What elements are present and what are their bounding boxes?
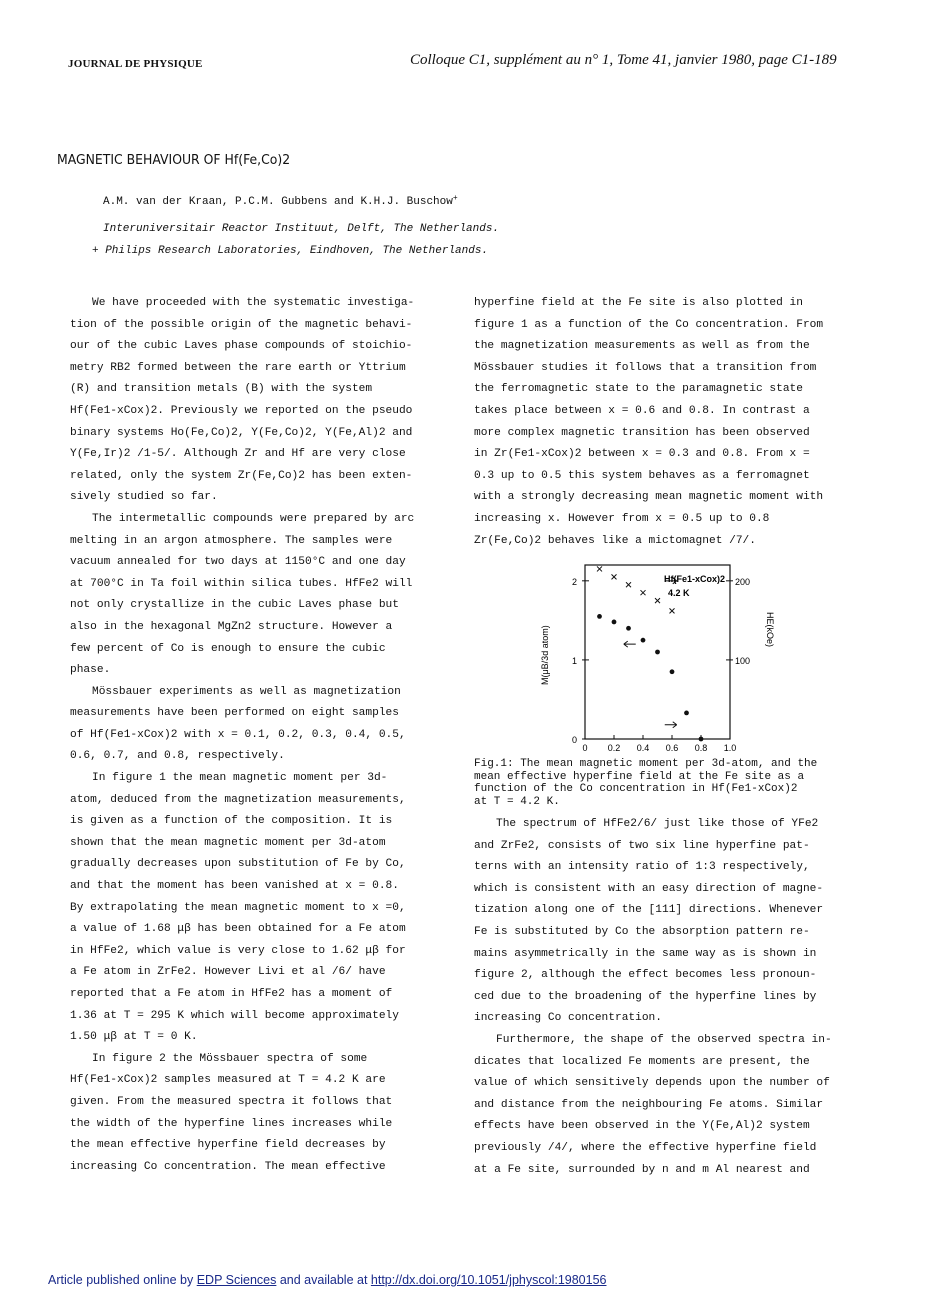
- text-line: figure 1 as a function of the Co concentration. From: [474, 318, 824, 331]
- text-line: Furthermore, the shape of the observed spectra in-: [496, 1033, 832, 1046]
- text-line: increasing x. However from x = 0.5 up to 0.8: [474, 512, 770, 525]
- text-line: By extrapolating the mean magnetic moment to x =0,: [70, 901, 406, 914]
- colloque-reference: Colloque C1, supplément au n° 1, Tome 41, janvier 1980, page C1-189: [410, 52, 837, 68]
- author-mark: +: [452, 194, 458, 203]
- legend-formula: Hf(Fe1-xCox)2: [664, 574, 726, 584]
- text-line: gradually decreases upon substitution of Fe by Co,: [70, 858, 406, 871]
- text-line: 0.3 up to 0.5 this system behaves as a ferromagnet: [474, 469, 810, 482]
- y-tick-label-left: 1: [571, 655, 577, 666]
- text-line: a Fe atom in ZrFe2. However Livi et al /6/ have: [70, 966, 386, 979]
- text-line: mains asymmetrically in the same way as is shown in: [474, 947, 817, 960]
- legend-temperature: 4.2 K: [668, 588, 690, 598]
- left-column: [70, 293, 450, 1178]
- text-line: more complex magnetic transition has been observed: [474, 426, 810, 439]
- x-tick-label: 1.0: [723, 743, 737, 753]
- x-tick-label: 0: [582, 743, 588, 753]
- text-line: (R) and transition metals (B) with the system: [70, 383, 373, 396]
- text-line: a value of 1.68 μβ has been obtained for a Fe atom: [70, 923, 406, 936]
- text-line: Y(Fe,Ir)2 /1-5/. Although Zr and Hf are very close: [70, 448, 406, 461]
- paper-title: MAGNETIC BEHAVIOUR OF Hf(Fe,Co)2: [57, 152, 291, 168]
- text-line: In figure 2 the Mössbauer spectra of some: [92, 1052, 368, 1065]
- text-line: We have proceeded with the systematic investiga-: [92, 297, 415, 309]
- text-line: hyperfine field at the Fe site is also plotted in: [474, 297, 803, 309]
- hyperfine-field-point: [655, 598, 660, 603]
- text-line: tion of the possible origin of the magnetic behavi-: [70, 318, 413, 331]
- text-line: metry RB2 formed between the rare earth or Yttrium: [70, 361, 406, 374]
- footer-middle: and available at: [276, 1273, 371, 1287]
- text-line: The spectrum of HfFe2/6/ just like those of YFe2: [496, 818, 819, 830]
- text-line: not only crystallize in the cubic Laves phase but: [70, 599, 399, 612]
- footer-prefix: Article published online by: [48, 1273, 197, 1287]
- caption-line: mean effective hyperfine field at the Fe site as a: [474, 770, 805, 783]
- text-line: Fe is substituted by Co the absorption pattern re-: [474, 925, 810, 938]
- text-line: effects have been observed in the Y(Fe,Al)2 system: [474, 1120, 810, 1133]
- text-line: atom, deduced from the magnetization measurements,: [70, 793, 406, 806]
- text-line: vacuum annealed for two days at 1150°C and one day: [70, 556, 406, 569]
- hyperfine-field-point: [626, 582, 631, 587]
- text-line: and distance from the neighbouring Fe atoms. Similar: [474, 1098, 824, 1111]
- text-line: figure 2, although the effect becomes less pronoun-: [474, 969, 817, 982]
- y-tick-label-left: 2: [571, 576, 577, 587]
- text-line: Hf(Fe1-xCox)2 samples measured at T = 4.2 K are: [70, 1074, 386, 1087]
- hyperfine-field-point: [641, 590, 646, 595]
- text-line: increasing Co concentration. The mean effective: [70, 1160, 386, 1173]
- moment-point: [597, 614, 602, 619]
- y-axis-label-right: HE(kOe): [765, 612, 775, 648]
- text-line: Zr(Fe,Co)2 behaves like a mictomagnet /7/.: [474, 534, 756, 547]
- figure-caption: [474, 758, 854, 808]
- arrow-marker: [624, 641, 636, 647]
- authors: [103, 196, 458, 208]
- text-line: with a strongly decreasing mean magnetic moment with: [474, 491, 824, 504]
- text-line: and that the moment has been vanished at x = 0.8.: [70, 880, 399, 893]
- text-line: our of the cubic Laves phase compounds of stoichio-: [70, 340, 413, 353]
- text-line: Hf(Fe1-xCox)2. Previously we reported on the pseudo: [70, 404, 413, 417]
- text-line: 1.50 μβ at T = 0 K.: [70, 1031, 198, 1044]
- moment-point: [641, 638, 646, 643]
- text-line: also in the hexagonal MgZn2 structure. However a: [70, 620, 393, 633]
- footer: [48, 1273, 606, 1287]
- text-line: Mössbauer studies it follows that a transition from: [474, 361, 817, 374]
- text-line: the width of the hyperfine lines increases while: [70, 1117, 393, 1130]
- author-names: A.M. van der Kraan, P.C.M. Gubbens and K.H.J. Buschow: [103, 196, 453, 208]
- text-line: is given as a function of the composition. It is: [70, 815, 393, 828]
- moment-point: [684, 711, 689, 716]
- text-line: sively studied so far.: [70, 491, 218, 504]
- y-tick-label-right: 200: [735, 576, 751, 587]
- arrow-marker: [665, 722, 677, 728]
- text-line: at 700°C in Ta foil within silica tubes. HfFe2 will: [70, 577, 413, 590]
- right-column-bottom: [474, 814, 864, 1181]
- text-line: in HfFe2, which value is very close to 1.62 μβ for: [70, 944, 406, 957]
- text-line: previously /4/, where the effective hyperfine field: [474, 1141, 817, 1154]
- text-line: the mean effective hyperfine field decreases by: [70, 1139, 386, 1152]
- text-line: phase.: [70, 664, 111, 677]
- text-line: The intermetallic compounds were prepared by arc: [92, 512, 415, 525]
- text-line: related, only the system Zr(Fe,Co)2 has been exten-: [70, 469, 413, 482]
- doi-link[interactable]: http://dx.doi.org/10.1051/jphyscol:1980156: [370, 1273, 607, 1287]
- text-line: at a Fe site, surrounded by n and m Al nearest and: [474, 1163, 810, 1176]
- text-line: the ferromagnetic state to the paramagnetic state: [474, 383, 803, 396]
- text-line: dicates that localized Fe moments are present, the: [474, 1055, 810, 1068]
- right-column-top: [474, 293, 864, 552]
- moment-point: [655, 650, 660, 655]
- text-line: which is consistent with an easy direction of magne-: [474, 882, 824, 895]
- hyperfine-field-point: [597, 566, 602, 571]
- caption-line: Fig.1: The mean magnetic moment per 3d-atom, and the: [474, 758, 818, 770]
- affiliation-1: Interuniversitair Reactor Instituut, Delft, The Netherlands.: [103, 223, 500, 235]
- publisher-link[interactable]: EDP Sciences: [196, 1273, 277, 1287]
- moment-point: [670, 669, 675, 674]
- text-line: melting in an argon atmosphere. The samples were: [70, 534, 393, 547]
- text-line: and ZrFe2, consists of two six line hyperfine pat-: [474, 839, 810, 852]
- text-line: ced due to the broadening of the hyperfine lines by: [474, 990, 817, 1003]
- hyperfine-field-point: [670, 608, 675, 613]
- text-line: 0.6, 0.7, and 0.8, respectively.: [70, 750, 285, 763]
- text-line: of Hf(Fe1-xCox)2 with x = 0.1, 0.2, 0.3, 0.4, 0.5,: [70, 728, 406, 741]
- caption-line: at T = 4.2 K.: [474, 795, 560, 808]
- text-line: increasing Co concentration.: [474, 1012, 662, 1025]
- y-tick-label-left: 0: [571, 735, 577, 745]
- affiliation-2: + Philips Research Laboratories, Eindhoven, The Netherlands.: [92, 245, 489, 257]
- moment-point: [699, 737, 704, 742]
- y-axis-label-left: M(μB/3d atom): [540, 625, 550, 685]
- journal-name: JOURNAL DE PHYSIQUE: [68, 58, 203, 70]
- x-tick-label: 0.2: [607, 743, 621, 753]
- x-tick-label: 0.6: [665, 743, 679, 753]
- text-line: in Zr(Fe1-xCox)2 between x = 0.3 and 0.8. From x =: [474, 448, 810, 461]
- text-line: shown that the mean magnetic moment per 3d-atom: [70, 836, 386, 849]
- text-line: binary systems Ho(Fe,Co)2, Y(Fe,Co)2, Y(Fe,Al)2 and: [70, 426, 413, 439]
- text-line: 1.36 at T = 295 K which will become approximately: [70, 1009, 399, 1022]
- text-line: Mössbauer experiments as well as magnetization: [92, 685, 401, 698]
- y-tick-label-right: 100: [735, 655, 751, 666]
- text-line: reported that a Fe atom in HfFe2 has a moment of: [70, 988, 393, 1000]
- text-line: terns with an intensity ratio of 1:3 respectively,: [474, 861, 810, 874]
- moment-point: [612, 620, 617, 625]
- figure-1-chart: [530, 560, 775, 755]
- text-line: tization along one of the [111] directions. Whenever: [474, 904, 824, 917]
- text-line: few percent of Co is enough to ensure the cubic: [70, 642, 386, 655]
- moment-point: [626, 626, 631, 631]
- text-line: In figure 1 the mean magnetic moment per 3d-: [92, 772, 388, 785]
- text-line: measurements have been performed on eight samples: [70, 707, 399, 720]
- x-tick-label: 0.4: [636, 743, 650, 753]
- hyperfine-field-point: [612, 574, 617, 579]
- text-line: value of which sensitively depends upon the number of: [474, 1077, 830, 1090]
- x-tick-label: 0.8: [694, 743, 708, 753]
- caption-line: function of the Co concentration in Hf(Fe1-xCox)2: [474, 783, 798, 795]
- text-line: given. From the measured spectra it follows that: [70, 1095, 393, 1108]
- text-line: the magnetization measurements as well as from the: [474, 340, 810, 353]
- text-line: takes place between x = 0.6 and 0.8. In contrast a: [474, 404, 810, 417]
